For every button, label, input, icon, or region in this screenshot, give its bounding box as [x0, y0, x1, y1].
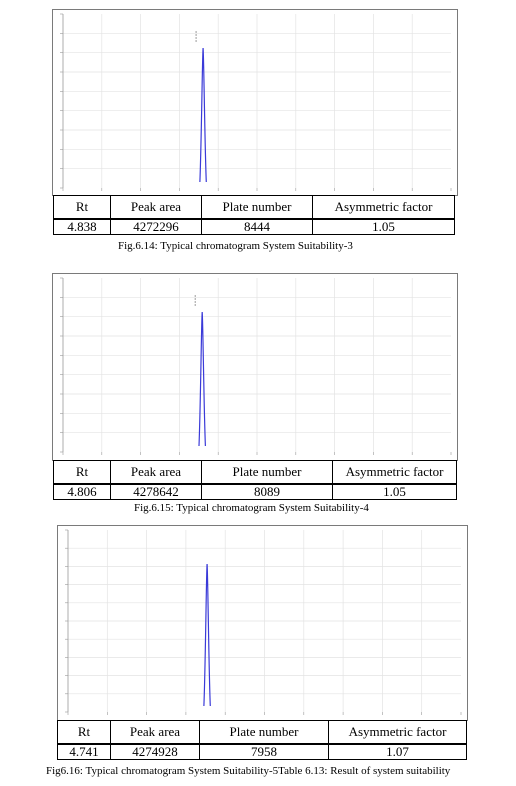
peak-marker-dot	[195, 37, 196, 38]
value-peak-area: 4272296	[111, 219, 202, 235]
chromatogram-2	[52, 273, 458, 461]
column-plate-number: Plate number	[200, 721, 329, 745]
chromatogram-3-plot	[58, 526, 467, 720]
chromatogram-2-plot	[53, 274, 457, 460]
peak-marker-dot	[195, 31, 196, 32]
chromatogram-3	[57, 525, 468, 721]
chromatogram-1-plot	[53, 10, 457, 195]
value-rt: 4.741	[58, 744, 111, 760]
column-rt: Rt	[58, 721, 111, 745]
chromatogram-1	[52, 9, 458, 196]
column-peak-area: Peak area	[111, 721, 200, 745]
figure-caption-1: Fig.6.14: Typical chromatogram System Suitability-3	[118, 240, 353, 252]
chromatogram-peak	[204, 564, 210, 706]
column-rt: Rt	[54, 196, 111, 220]
chromatogram-peak	[199, 312, 205, 446]
value-asymmetric-factor: 1.05	[313, 219, 455, 235]
results-table-1	[53, 195, 455, 235]
peak-marker-dot	[195, 34, 196, 35]
results-table-3	[57, 720, 467, 760]
value-plate-number: 8444	[202, 219, 313, 235]
value-plate-number: 8089	[202, 484, 333, 500]
column-asymmetric-factor: Asymmetric factor	[313, 196, 455, 220]
column-plate-number: Plate number	[202, 461, 333, 485]
value-asymmetric-factor: 1.05	[333, 484, 457, 500]
column-plate-number: Plate number	[202, 196, 313, 220]
column-peak-area: Peak area	[111, 461, 202, 485]
peak-marker-dot	[195, 295, 196, 296]
peak-marker-dot	[195, 301, 196, 302]
column-rt: Rt	[54, 461, 111, 485]
peak-marker-dot	[195, 40, 196, 41]
figure-caption-3: Fig6.16: Typical chromatogram System Suitability-5Table 6.13: Result of system suitability	[46, 765, 451, 777]
column-peak-area: Peak area	[111, 196, 202, 220]
value-peak-area: 4274928	[111, 744, 200, 760]
column-asymmetric-factor: Asymmetric factor	[333, 461, 457, 485]
value-peak-area: 4278642	[111, 484, 202, 500]
value-rt: 4.838	[54, 219, 111, 235]
chromatogram-peak	[200, 48, 206, 182]
peak-marker-dot	[195, 304, 196, 305]
value-asymmetric-factor: 1.07	[329, 744, 467, 760]
value-plate-number: 7958	[200, 744, 329, 760]
peak-marker-dot	[195, 298, 196, 299]
results-table-2	[53, 460, 457, 500]
value-rt: 4.806	[54, 484, 111, 500]
figure-caption-2: Fig.6.15: Typical chromatogram System Suitability-4	[134, 502, 369, 514]
column-asymmetric-factor: Asymmetric factor	[329, 721, 467, 745]
